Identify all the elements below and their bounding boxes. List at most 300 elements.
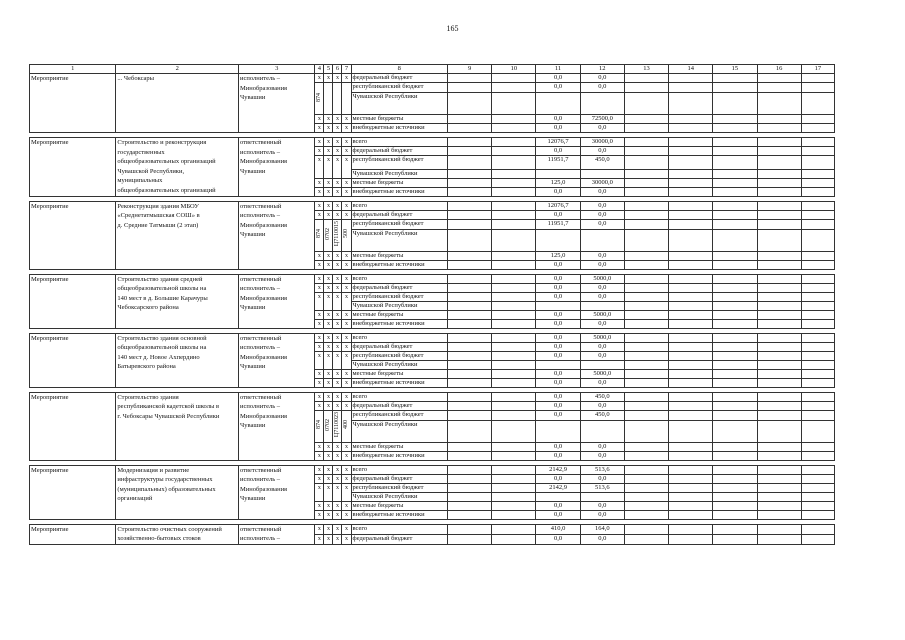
funding-source: внебюджетные источники — [351, 124, 447, 133]
empty-cell — [447, 283, 491, 292]
value-cell — [580, 169, 624, 178]
code-x: x — [324, 524, 333, 534]
empty-cell — [624, 483, 668, 492]
empty-cell — [492, 229, 536, 251]
empty-cell — [492, 534, 536, 544]
empty-cell — [713, 442, 757, 451]
empty-cell — [447, 465, 491, 474]
activity-title-line: государственных — [117, 148, 165, 156]
empty-cell — [757, 274, 801, 283]
empty-cell — [713, 401, 757, 410]
empty-cell — [757, 451, 801, 460]
responsible-line: исполнитель – — [240, 344, 281, 352]
empty-cell — [669, 360, 713, 369]
funding-source: Чувашской Республики — [351, 301, 447, 310]
value-2019: 125,0 — [536, 178, 580, 187]
value-cell — [580, 301, 624, 310]
empty-cell — [447, 260, 491, 269]
code-x: x — [324, 451, 333, 460]
empty-cell — [447, 333, 491, 342]
empty-cell — [669, 378, 713, 387]
header-row — [30, 65, 835, 74]
empty-cell — [757, 301, 801, 310]
activity-title-line: Строительство и реконструкция — [117, 139, 207, 146]
empty-cell — [713, 169, 757, 178]
budget-code: 0702 — [324, 227, 331, 240]
empty-cell — [757, 492, 801, 501]
code-x: x — [342, 251, 351, 260]
empty-cell — [492, 301, 536, 310]
empty-cell — [713, 178, 757, 187]
empty-cell — [492, 74, 536, 83]
empty-cell — [492, 201, 536, 210]
code-x: x — [315, 187, 324, 196]
code-x: x — [333, 474, 342, 483]
column-number: 10 — [492, 65, 536, 74]
activity-title — [116, 524, 239, 544]
code-x: x — [333, 147, 342, 156]
code-x: x — [315, 333, 324, 342]
empty-cell — [757, 156, 801, 170]
empty-cell — [713, 115, 757, 124]
value-2019: 0,0 — [536, 283, 580, 292]
empty-cell — [713, 210, 757, 219]
value-2020: 0,0 — [580, 342, 624, 351]
code-x: x — [315, 351, 324, 369]
code-x: x — [333, 501, 342, 510]
funding-source: Чувашской Республики — [351, 169, 447, 178]
value-2019: 0,0 — [536, 451, 580, 460]
code-x: x — [342, 74, 351, 83]
empty-cell — [713, 138, 757, 147]
responsible-line: ответственный — [240, 466, 282, 474]
empty-cell — [801, 138, 834, 147]
code-x: x — [324, 274, 333, 283]
code-x: x — [324, 124, 333, 133]
empty-cell — [669, 138, 713, 147]
funding-source: республиканский бюджет — [351, 83, 447, 93]
empty-cell — [492, 178, 536, 187]
empty-cell — [447, 83, 491, 93]
activity-title-line: 140 мест в д. Большие Карачуры — [117, 294, 208, 302]
empty-cell — [801, 301, 834, 310]
empty-cell — [713, 201, 757, 210]
activity-title — [116, 201, 239, 269]
empty-cell — [624, 83, 668, 93]
activity-title-line: 140 мест д. Новое Ахпердино — [117, 353, 200, 361]
value-2019: 0,0 — [536, 333, 580, 342]
value-cell — [580, 93, 624, 115]
code-x: x — [324, 74, 333, 83]
code-x: x — [324, 251, 333, 260]
empty-cell — [447, 229, 491, 251]
code-x: x — [315, 474, 324, 483]
empty-cell — [757, 260, 801, 269]
funding-source: местные бюджеты — [351, 178, 447, 187]
empty-cell — [492, 283, 536, 292]
empty-cell — [757, 201, 801, 210]
code-x: x — [342, 333, 351, 342]
empty-cell — [801, 492, 834, 501]
activity-title-line: общеобразовательной школы на — [117, 344, 207, 352]
code-x: x — [324, 178, 333, 187]
code-x: x — [342, 147, 351, 156]
budget-code: 400 — [343, 420, 349, 430]
activity-title-line: Строительство здания средней — [117, 275, 203, 283]
budget-code-cell — [342, 410, 351, 442]
code-x: x — [333, 156, 342, 179]
code-x: x — [333, 342, 342, 351]
empty-cell — [447, 360, 491, 369]
code-x: x — [315, 115, 324, 124]
value-2019: 0,0 — [536, 147, 580, 156]
code-x: x — [315, 392, 324, 401]
activity-type: Мероприятие — [30, 333, 116, 387]
empty-cell — [757, 310, 801, 319]
code-x: x — [333, 369, 342, 378]
empty-cell — [492, 138, 536, 147]
value-2019: 0,0 — [536, 534, 580, 544]
value-2019: 0,0 — [536, 83, 580, 93]
empty-cell — [447, 201, 491, 210]
code-x: x — [342, 392, 351, 401]
empty-cell — [492, 333, 536, 342]
code-x: x — [342, 351, 351, 369]
value-2019: 0,0 — [536, 442, 580, 451]
value-2019: 0,0 — [536, 124, 580, 133]
value-2020: 164,0 — [580, 524, 624, 534]
code-x: x — [324, 292, 333, 310]
empty-cell — [669, 147, 713, 156]
budget-code-cell — [333, 410, 342, 442]
funding-source: республиканский бюджет — [351, 410, 447, 420]
empty-cell — [492, 156, 536, 170]
code-x: x — [315, 147, 324, 156]
empty-cell — [669, 178, 713, 187]
code-x: x — [342, 124, 351, 133]
empty-cell — [757, 501, 801, 510]
empty-cell — [713, 369, 757, 378]
code-x: x — [333, 510, 342, 519]
empty-cell — [801, 333, 834, 342]
empty-cell — [713, 274, 757, 283]
empty-cell — [801, 187, 834, 196]
responsible-executor — [239, 465, 315, 519]
responsible-line: Чувашии — [240, 495, 266, 503]
empty-cell — [447, 451, 491, 460]
empty-cell — [624, 501, 668, 510]
funding-source: местные бюджеты — [351, 251, 447, 260]
empty-cell — [492, 420, 536, 442]
empty-cell — [447, 401, 491, 410]
empty-cell — [447, 378, 491, 387]
empty-cell — [757, 360, 801, 369]
code-x: x — [342, 319, 351, 328]
empty-cell — [447, 178, 491, 187]
value-2019: 0,0 — [536, 401, 580, 410]
responsible-executor — [239, 274, 315, 328]
code-x: x — [342, 501, 351, 510]
empty-cell — [757, 410, 801, 420]
code-x: x — [324, 342, 333, 351]
empty-cell — [669, 534, 713, 544]
funding-source: всего — [351, 392, 447, 401]
empty-cell — [447, 319, 491, 328]
value-2019: 11951,7 — [536, 219, 580, 229]
empty-cell — [757, 251, 801, 260]
funding-source: внебюджетные источники — [351, 378, 447, 387]
value-2020: 0,0 — [580, 401, 624, 410]
budget-code: 874 — [315, 92, 322, 102]
value-cell — [536, 93, 580, 115]
empty-cell — [669, 83, 713, 93]
activity-title-line: инфраструктуры государственных — [117, 476, 213, 484]
empty-cell — [713, 392, 757, 401]
empty-cell — [801, 420, 834, 442]
value-2020: 0,0 — [580, 510, 624, 519]
column-number: 17 — [801, 65, 834, 74]
empty-cell — [713, 251, 757, 260]
table-row — [30, 465, 835, 474]
funding-source: местные бюджеты — [351, 369, 447, 378]
budget-code: 874 — [315, 229, 322, 239]
budget-code: Ц7110023 — [333, 412, 340, 438]
empty-cell — [713, 510, 757, 519]
column-number: 6 — [333, 65, 342, 74]
value-2020: 0,0 — [580, 201, 624, 210]
budget-code-cell — [333, 83, 342, 115]
empty-cell — [757, 283, 801, 292]
code-x: x — [342, 292, 351, 310]
responsible-executor — [239, 392, 315, 460]
code-x: x — [324, 138, 333, 147]
empty-cell — [801, 156, 834, 170]
funding-source: федеральный бюджет — [351, 210, 447, 219]
activity-title-line: Чебоксарского района — [117, 304, 179, 312]
value-2020: 0,0 — [580, 210, 624, 219]
code-x: x — [315, 310, 324, 319]
value-cell — [536, 492, 580, 501]
code-x: x — [324, 187, 333, 196]
budget-code-cell — [315, 83, 324, 115]
value-2020: 0,0 — [580, 378, 624, 387]
value-2019: 0,0 — [536, 260, 580, 269]
empty-cell — [801, 283, 834, 292]
value-2020: 513,6 — [580, 483, 624, 492]
empty-cell — [669, 219, 713, 229]
value-2019: 0,0 — [536, 115, 580, 124]
code-x: x — [315, 342, 324, 351]
activity-title-line: Реконструкция здания МБОУ — [117, 202, 199, 210]
responsible-line: Минобразования — [240, 485, 288, 493]
empty-cell — [447, 483, 491, 492]
empty-cell — [757, 83, 801, 93]
value-2019: 410,0 — [536, 524, 580, 534]
funding-source: внебюджетные источники — [351, 260, 447, 269]
empty-cell — [757, 510, 801, 519]
code-x: x — [333, 351, 342, 369]
value-2019: 0,0 — [536, 369, 580, 378]
funding-source: всего — [351, 465, 447, 474]
empty-cell — [624, 260, 668, 269]
empty-cell — [757, 115, 801, 124]
responsible-line: Чувашии — [240, 167, 266, 175]
column-number: 16 — [757, 65, 801, 74]
value-2020: 0,0 — [580, 260, 624, 269]
funding-source: федеральный бюджет — [351, 342, 447, 351]
funding-source: местные бюджеты — [351, 442, 447, 451]
empty-cell — [624, 115, 668, 124]
empty-cell — [669, 115, 713, 124]
code-x: x — [315, 124, 324, 133]
empty-cell — [713, 410, 757, 420]
value-2019: 11951,7 — [536, 156, 580, 170]
activity-type: Мероприятие — [30, 465, 116, 519]
code-x: x — [324, 369, 333, 378]
code-x: x — [342, 310, 351, 319]
funding-source: республиканский бюджет — [351, 219, 447, 229]
empty-cell — [713, 74, 757, 83]
code-x: x — [333, 260, 342, 269]
empty-cell — [624, 310, 668, 319]
empty-cell — [669, 201, 713, 210]
empty-cell — [624, 333, 668, 342]
activity-title-line: Строительство здания основной — [117, 334, 207, 342]
empty-cell — [624, 201, 668, 210]
empty-cell — [492, 219, 536, 229]
responsible-line: ответственный — [240, 525, 282, 533]
empty-cell — [713, 156, 757, 170]
empty-cell — [669, 510, 713, 519]
empty-cell — [757, 178, 801, 187]
code-x: x — [333, 178, 342, 187]
responsible-line: исполнитель – — [240, 75, 281, 82]
empty-cell — [757, 420, 801, 442]
empty-cell — [801, 410, 834, 420]
value-cell — [536, 169, 580, 178]
empty-cell — [447, 420, 491, 442]
code-x: x — [342, 524, 351, 534]
value-2019: 125,0 — [536, 251, 580, 260]
empty-cell — [801, 260, 834, 269]
activity-title-line: республиканской кадетской школы в — [117, 403, 220, 411]
empty-cell — [447, 492, 491, 501]
empty-cell — [713, 524, 757, 534]
empty-cell — [624, 492, 668, 501]
empty-cell — [624, 229, 668, 251]
code-x: x — [315, 465, 324, 474]
empty-cell — [624, 93, 668, 115]
code-x: x — [333, 465, 342, 474]
activity-title — [116, 392, 239, 460]
empty-cell — [757, 474, 801, 483]
code-x: x — [342, 378, 351, 387]
empty-cell — [713, 451, 757, 460]
value-2019: 0,0 — [536, 210, 580, 219]
empty-cell — [801, 524, 834, 534]
empty-cell — [492, 187, 536, 196]
column-number: 2 — [116, 65, 239, 74]
empty-cell — [624, 510, 668, 519]
empty-cell — [447, 524, 491, 534]
empty-cell — [757, 342, 801, 351]
responsible-line: Чувашии — [240, 94, 266, 102]
budget-code-cell — [342, 219, 351, 251]
empty-cell — [447, 251, 491, 260]
value-2020: 0,0 — [580, 292, 624, 301]
empty-cell — [669, 465, 713, 474]
empty-cell — [624, 410, 668, 420]
empty-cell — [447, 274, 491, 283]
code-x: x — [333, 274, 342, 283]
activity-type: Мероприятие — [30, 274, 116, 328]
empty-cell — [801, 442, 834, 451]
code-x: x — [315, 274, 324, 283]
code-x: x — [333, 451, 342, 460]
empty-cell — [492, 442, 536, 451]
responsible-line: Чувашии — [240, 422, 266, 430]
code-x: x — [342, 534, 351, 544]
empty-cell — [492, 451, 536, 460]
empty-cell — [624, 210, 668, 219]
activity-title — [116, 465, 239, 519]
empty-cell — [492, 483, 536, 492]
empty-cell — [447, 115, 491, 124]
column-number: 5 — [324, 65, 333, 74]
empty-cell — [757, 124, 801, 133]
empty-cell — [624, 420, 668, 442]
empty-cell — [801, 201, 834, 210]
responsible-line: Минобразования — [240, 294, 288, 302]
code-x: x — [342, 283, 351, 292]
budget-code-cell — [315, 410, 324, 442]
code-x: x — [342, 201, 351, 210]
value-cell — [580, 229, 624, 251]
code-x: x — [324, 501, 333, 510]
empty-cell — [624, 360, 668, 369]
budget-code: 0702 — [324, 418, 331, 431]
empty-cell — [669, 74, 713, 83]
code-x: x — [324, 510, 333, 519]
responsible-executor — [239, 138, 315, 197]
column-number: 14 — [669, 65, 713, 74]
empty-cell — [624, 156, 668, 170]
code-x: x — [342, 156, 351, 179]
column-number: 4 — [315, 65, 324, 74]
responsible-line: исполнитель – — [240, 535, 281, 543]
empty-cell — [757, 319, 801, 328]
empty-cell — [757, 147, 801, 156]
empty-cell — [801, 401, 834, 410]
empty-cell — [757, 534, 801, 544]
responsible-line: исполнитель – — [240, 403, 281, 411]
code-x: x — [324, 210, 333, 219]
code-x: x — [315, 74, 324, 83]
table-row — [30, 524, 835, 534]
empty-cell — [624, 442, 668, 451]
responsible-line: Чувашии — [240, 363, 266, 371]
empty-cell — [801, 474, 834, 483]
budget-code-cell — [324, 83, 333, 115]
empty-cell — [669, 401, 713, 410]
activity-type: Мероприятие — [30, 201, 116, 269]
responsible-executor — [239, 201, 315, 269]
value-2020: 0,0 — [580, 147, 624, 156]
empty-cell — [801, 210, 834, 219]
empty-cell — [757, 74, 801, 83]
budget-code-cell — [324, 410, 333, 442]
value-2019: 0,0 — [536, 292, 580, 301]
